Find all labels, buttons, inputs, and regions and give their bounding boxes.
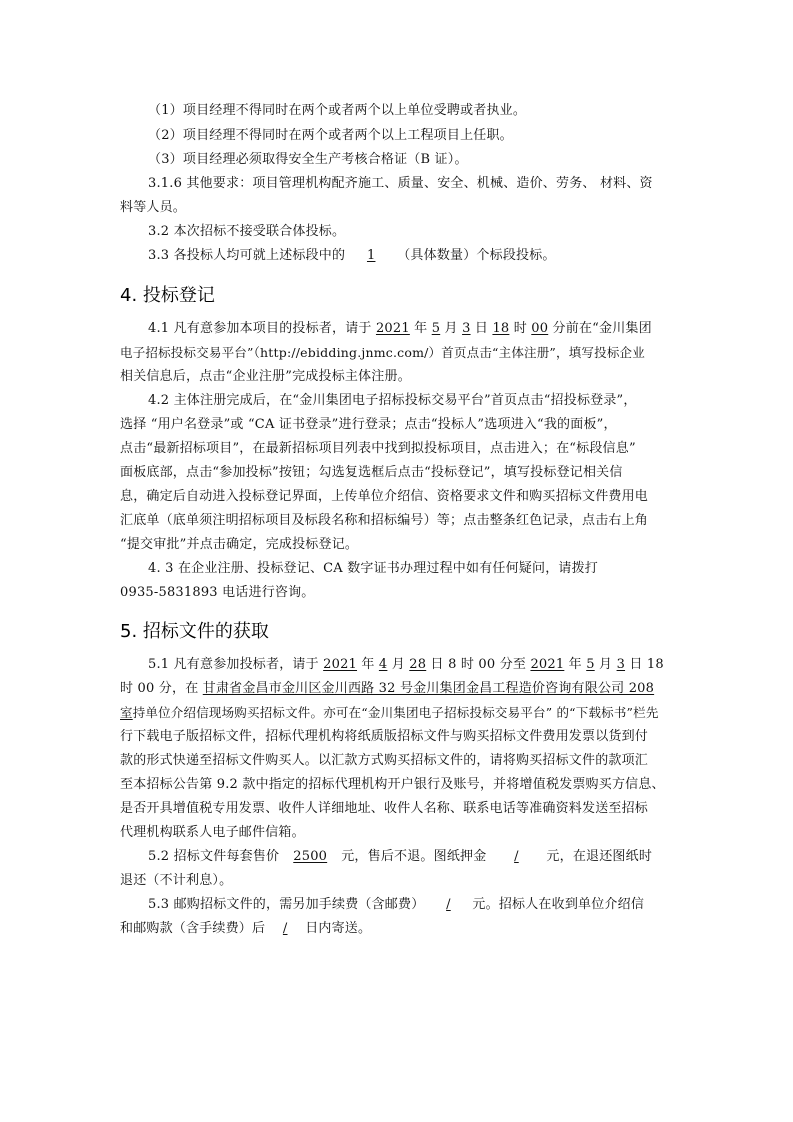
text-line: 是否开具增值税专用发票、收件人详细地址、收件人名称、联系电话等准确资料发送至招标 bbox=[120, 801, 649, 816]
text-line: 行下载电子版招标文件，招标代理机构将纸质版招标文件与购买招标文件费用发票以货到付 bbox=[120, 729, 649, 744]
text-run: 5.3 邮购招标文件的，需另加手续费（含邮费） bbox=[148, 897, 425, 912]
filled-blank: / bbox=[514, 849, 519, 864]
text-line bbox=[148, 897, 680, 913]
filled-blank: 1 bbox=[366, 248, 376, 263]
text-line: 4.2 主体注册完成后，在“金川集团电子招标投标交易平台”首页点击“招投标登录”， bbox=[148, 393, 637, 408]
text-line: 代理机构联系人电子邮件信箱。 bbox=[120, 825, 305, 840]
address-underlined: 甘肃省金昌市金川区金川西路 32 号金川集团金昌工程造价咨询有限公司 208 bbox=[202, 681, 655, 696]
text-run: 月 bbox=[440, 321, 463, 336]
text-line: 选择 “用户名登录”或 “CA 证书登录”进行登录；点击“投标人”选项进入“我的面板”， bbox=[120, 417, 617, 432]
filled-blank: 00 bbox=[531, 321, 549, 336]
text-run: 日 18 bbox=[625, 657, 664, 672]
text-line: （1）项目经理不得同时在两个或者两个以上单位受聘或者执业。 bbox=[148, 103, 527, 118]
text-run: 时 bbox=[509, 321, 532, 336]
address-underlined: 室 bbox=[120, 705, 133, 720]
text-line: 汇底单（底单须注明招标项目及标段名称和招标编号）等；点击整条红色记录，点击右上角 bbox=[120, 513, 649, 528]
filled-blank: 2500 bbox=[293, 849, 328, 864]
filled-blank: 28 bbox=[409, 657, 427, 672]
text-run: 年 bbox=[357, 657, 379, 672]
filled-blank: 2021 bbox=[530, 657, 565, 672]
text-run: 和邮购款（含手续费）后 bbox=[120, 921, 266, 936]
text-run: 元。招标人在收到单位介绍信 bbox=[472, 897, 645, 912]
text-run: 5.2 招标文件每套售价 bbox=[148, 849, 280, 864]
text-run: 元，售后不退。图纸押金 bbox=[341, 849, 487, 864]
filled-blank: 3 bbox=[462, 321, 471, 336]
filled-blank: 18 bbox=[492, 321, 510, 336]
text-run: 年 bbox=[564, 657, 587, 672]
text-run: 元，在退还图纸时 bbox=[546, 849, 653, 864]
filled-blank: 5 bbox=[431, 321, 441, 336]
text-run: 持单位介绍信现场购买招标文件。亦可在“金川集团电子招标投标交易平台” 的“下载标书”栏先 bbox=[132, 705, 659, 720]
text-line: 面板底部，点击“参加投标”按钮；勾选复选框后点击“投标登记”，填写投标登记相关信 bbox=[120, 465, 623, 480]
text-line: 0935-5831893 电话进行咨询。 bbox=[120, 585, 315, 600]
text-line bbox=[148, 248, 680, 264]
filled-blank: / bbox=[446, 897, 451, 912]
text-line: 3.1.6 其他要求：项目管理机构配齐施工、质量、安全、机械、造价、劳务、 材料、资 bbox=[148, 176, 653, 191]
text-line bbox=[120, 705, 680, 721]
text-run: 3.3 各投标人均可就上述标段中的 bbox=[148, 248, 346, 263]
filled-blank: 3 bbox=[616, 657, 626, 672]
text-line: 退还（不计利息）。 bbox=[120, 873, 233, 888]
text-run: 分前在“金川集团 bbox=[548, 321, 652, 336]
text-line: 点击“最新招标项目”，在最新招标项目列表中找到拟投标项目，点击进入；在“标段信息” bbox=[120, 441, 636, 456]
text-run: 日内寄送。 bbox=[305, 921, 372, 936]
filled-blank: 5 bbox=[586, 657, 595, 672]
text-line: “提交审批”并点击确定，完成投标登记。 bbox=[120, 537, 359, 552]
filled-blank: 2021 bbox=[375, 321, 410, 336]
text-line: 至本招标公告第 9.2 款中指定的招标代理机构开户银行及账号，并将增值税发票购买方信息、 bbox=[120, 777, 665, 792]
text-line: 4. 3 在企业注册、投标登记、CA 数字证书办理过程中如有任何疑问，请拨打 bbox=[148, 561, 599, 576]
section-heading-5: 5. 招标文件的获取 bbox=[120, 621, 269, 642]
section-heading-4: 4. 投标登记 bbox=[120, 285, 215, 306]
text-run: 年 bbox=[409, 321, 432, 336]
text-line: 料等人员。 bbox=[120, 200, 187, 215]
filled-blank: 4 bbox=[378, 657, 388, 672]
filled-blank: / bbox=[282, 921, 288, 936]
text-run: 时 00 分，在 bbox=[120, 681, 203, 696]
text-line bbox=[120, 921, 680, 937]
text-run: 4.1 凡有意参加本项目的投标者，请于 bbox=[148, 321, 376, 336]
text-run: 月 bbox=[387, 657, 410, 672]
text-line: 电子招标投标交易平台”（http://ebidding.jnmc.com/）首页点击“主体注册”，填写投标企业 bbox=[120, 345, 645, 360]
text-line: 3.2 本次招标不接受联合体投标。 bbox=[148, 224, 346, 239]
text-run: 5.1 凡有意参加投标者，请于 bbox=[148, 657, 324, 672]
text-run: 日 bbox=[470, 321, 493, 336]
text-line bbox=[148, 321, 680, 337]
text-line: （2）项目经理不得同时在两个或者两个以上工程项目上任职。 bbox=[148, 128, 513, 143]
text-line bbox=[148, 849, 680, 865]
text-run: （具体数量）个标段投标。 bbox=[397, 248, 556, 263]
text-line: 款的形式快递至招标文件购买人。以汇款方式购买招标文件的，请将购买招标文件的款项汇 bbox=[120, 753, 649, 768]
text-line: 息，确定后自动进入投标登记界面，上传单位介绍信、资格要求文件和购买招标文件费用电 bbox=[120, 489, 649, 504]
text-line: 相关信息后，点击“企业注册”完成投标主体注册。 bbox=[120, 369, 411, 384]
text-line bbox=[120, 681, 680, 697]
text-line bbox=[148, 657, 680, 673]
filled-blank: 2021 bbox=[323, 657, 358, 672]
text-line: （3）项目经理必须取得安全生产考核合格证（B 证）。 bbox=[148, 152, 468, 167]
text-run: 月 bbox=[594, 657, 617, 672]
text-run: 日 8 时 00 分至 bbox=[426, 657, 531, 672]
